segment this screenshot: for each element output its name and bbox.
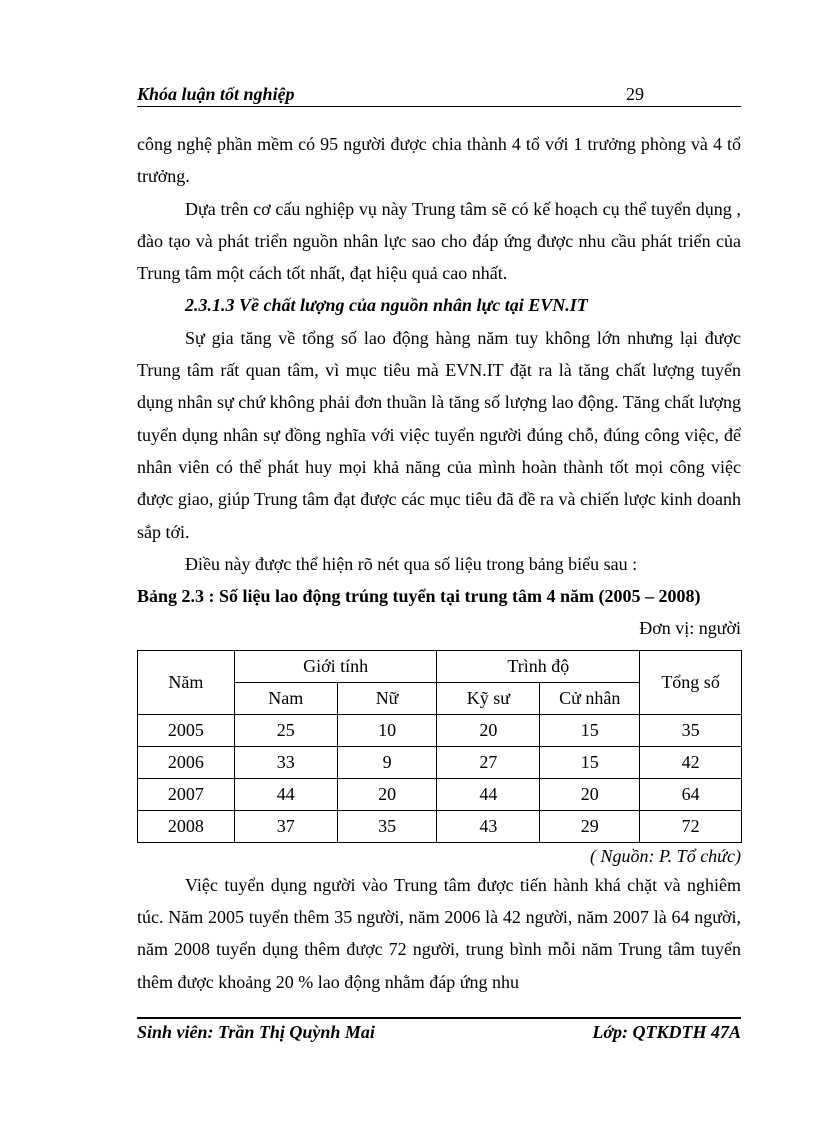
cell-total: 42 [640, 746, 742, 778]
table-header-row [138, 650, 742, 682]
cell-year: 2006 [138, 746, 235, 778]
header-total: Tổng số [640, 650, 742, 714]
table-unit: Đơn vị: người [639, 618, 741, 639]
footer-student: Sinh viên: Trần Thị Quỳnh Mai [137, 1022, 375, 1042]
cell-total: 72 [640, 810, 742, 842]
cell-year: 2008 [138, 810, 235, 842]
table-row [138, 714, 742, 746]
table-row [138, 746, 742, 778]
cell-bachelor: 20 [540, 778, 640, 810]
footer-class: Lớp: QTKDTH 47A [592, 1022, 741, 1042]
paragraph-2: Dựa trên cơ cấu nghiệp vụ này Trung tâm sẽ có kế hoạch cụ thể tuyển dụng , đào tạo và phát triển nguồn nhân lực sao cho đáp ứng được nhu cầu phát triển của Trung tâm một cách tốt nhất, đạt hiệu quả cao nhất. [137, 198, 741, 284]
cell-female: 35 [337, 810, 437, 842]
paragraph-3: Sự gia tăng về tổng số lao động hàng năm tuy không lớn nhưng lại được Trung tâm rất quan tâm, vì mục tiêu mà EVN.IT đặt ra là tăng chất lượng tuyển dụng nhân sự chứ không phải đơn thuần là tăng số lượng lao động. Tăng chất lượng tuyển dụng nhân sự đồng nghĩa với việc tuyển người đúng chỗ, đúng công việc, để nhân viên có thể phát huy mọi khả năng của mình hoàn thành tốt mọi công việc được giao, giúp Trung tâm đạt được các mục tiêu đã đề ra và chiến lược kinh doanh sắp tới. [137, 327, 741, 542]
table-row [138, 810, 742, 842]
section-heading: 2.3.1.3 Về chất lượng của nguồn nhân lực tại EVN.IT [185, 295, 588, 316]
page-number: 29 [626, 84, 644, 104]
header-title: Khóa luận tốt nghiệp [137, 84, 295, 104]
cell-engineer: 20 [437, 714, 540, 746]
header-education: Trình độ [437, 650, 640, 682]
page-header [137, 84, 741, 107]
cell-total: 35 [640, 714, 742, 746]
header-gender: Giới tính [234, 650, 437, 682]
paragraph-1: công nghệ phần mềm có 95 người được chia thành 4 tổ với 1 trưởng phòng và 4 tổ trưởng. [137, 134, 741, 187]
header-male: Nam [234, 682, 337, 714]
cell-engineer: 27 [437, 746, 540, 778]
cell-male: 44 [234, 778, 337, 810]
page-content [137, 128, 741, 998]
paragraph-4: Điều này được thể hiện rõ nét qua số liệu trong bảng biểu sau : [185, 553, 638, 574]
cell-total: 64 [640, 778, 742, 810]
cell-male: 37 [234, 810, 337, 842]
cell-bachelor: 15 [540, 714, 640, 746]
table-row [138, 778, 742, 810]
cell-year: 2007 [138, 778, 235, 810]
header-bachelor: Cử nhân [540, 682, 640, 714]
cell-bachelor: 15 [540, 746, 640, 778]
table-caption: Bảng 2.3 : Số liệu lao động trúng tuyển tại trung tâm 4 năm (2005 – 2008) [137, 586, 701, 607]
cell-male: 25 [234, 714, 337, 746]
header-engineer: Kỹ sư [437, 682, 540, 714]
table-source: ( Nguồn: P. Tổ chức) [590, 845, 741, 866]
page-footer [137, 1017, 741, 1042]
cell-engineer: 43 [437, 810, 540, 842]
header-female: Nữ [337, 682, 437, 714]
cell-female: 20 [337, 778, 437, 810]
recruitment-table [137, 650, 742, 843]
cell-male: 33 [234, 746, 337, 778]
cell-female: 9 [337, 746, 437, 778]
cell-bachelor: 29 [540, 810, 640, 842]
cell-engineer: 44 [437, 778, 540, 810]
paragraph-5: Việc tuyển dụng người vào Trung tâm được tiến hành khá chặt và nghiêm túc. Năm 2005 tuyển thêm 35 người, năm 2006 là 42 người, năm 2007 là 64 người, năm 2008 tuyển dụng thêm được 72 người, trung bình mỗi năm Trung tâm tuyển thêm được khoảng 20 % lao động nhằm đáp ứng nhu [137, 874, 741, 992]
cell-female: 10 [337, 714, 437, 746]
header-year: Năm [138, 650, 235, 714]
cell-year: 2005 [138, 714, 235, 746]
